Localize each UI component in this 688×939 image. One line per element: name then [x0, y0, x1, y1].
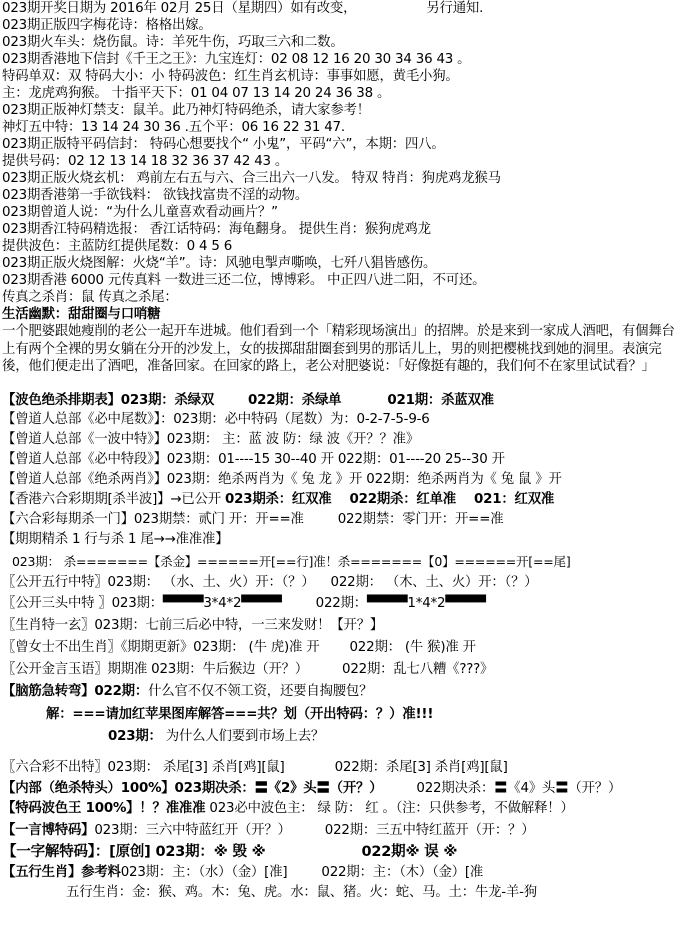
five-zodiac-label: 【五行生肖】参考料: [2, 865, 121, 880]
text-line: 传真之杀肖：鼠 传真之杀尾：: [2, 290, 178, 305]
zodiac-023: 〖曾女士不出生肖〗《期期更新》023期： (牛 虎)准 开: [2, 640, 320, 655]
riddle-line: [2, 683, 372, 701]
wave-king-label: 【特码波色王 100%】！？准准准: [2, 801, 206, 816]
text-line: 神灯五中特：13 14 24 30 36 .五个平：06 16 22 31 47.: [2, 120, 345, 135]
kill-row-line: [2, 553, 571, 571]
five-elements-022: 022期： （木、土、火）开：（？）: [330, 575, 538, 590]
golden-words-023: 〖公开金言玉语〗期期准 023期：牛后猴边（开？）: [2, 662, 309, 677]
text-line: 023期正版特平码信封： 特码心想要找个“ 小鬼”，平码“六”，本期：四八。: [2, 137, 445, 152]
riddle-label: 【脑筋急转弯】022期：: [2, 684, 149, 699]
five-zodiac-list-text: 五行生肖：金：猴、鸡。木：兔、虎。水：鼠、猪。火：蛇、马。土：牛龙-羊-狗: [66, 885, 537, 900]
golden-words-022: 022期：乱七八糟《???》: [342, 662, 494, 677]
no-special-023: 〖六合彩不出特〗023期： 杀尾[3] 杀肖[鸡][鼠]: [2, 760, 285, 775]
five-zodiac-022: 022期：主：（木）（金）[准: [321, 865, 484, 880]
riddle-023-question: 为什么人们要到市场上去？: [165, 729, 325, 744]
half-wave-023: 023期杀：红双准: [225, 492, 332, 507]
text-line: 【曾道人总部《必中特段》】023期：01----15 30--40 开 022期：01----20 25--30 开: [2, 452, 505, 467]
riddle-023-line: [2, 728, 324, 746]
kill-023: 【波色绝杀排期表】023期：杀绿双: [2, 393, 215, 408]
humor-title: 生活幽默：甜甜圈与口哨糖: [2, 307, 161, 322]
five-zodiac-list: [2, 884, 537, 902]
zodiac-022: 022期： (牛 猴)准 开: [349, 640, 476, 655]
zodiac-line: [2, 639, 476, 657]
half-wave-label: 【香港六合彩期期[杀半波]】→已公开: [2, 492, 221, 507]
kill-022: 022期：杀绿单: [248, 393, 342, 408]
text-line: 提供号码：02 12 13 14 18 32 36 37 42 43 。: [2, 154, 289, 169]
draw-date-text: 023期开奖日期为 2016年 02月 25日（星期四）如有改变，: [2, 1, 357, 16]
text-line: 023期曾道人说：“为什么儿童喜欢看动画片？”: [2, 205, 278, 220]
one-word-023: 023期：三六中特蓝红开（开？）: [94, 823, 291, 838]
text-line: 023期火车头：烧伤鼠。诗：羊死牛伤，巧取三六和二数。: [2, 35, 344, 50]
text-line: 023期正版火烧图解：火烧“羊”。诗：风驰电掣声嘶唤，七歼八猖皆感伤。: [2, 256, 437, 271]
one-char-022: 022期※ 误 ※: [361, 844, 458, 860]
five-zodiac-023: 023期：主：（水）（金）[准]: [120, 865, 288, 880]
text-line: 【曾道人总部《绝杀两肖》】023期：绝杀两肖为《 兔 龙 》开 022期：绝杀两肖为《 兔 鼠 》开: [2, 472, 562, 487]
text-line: 023期香港地下信封《千王之王》：九宝连灯：02 08 12 16 20 30 34 36 43 。: [2, 52, 471, 67]
text-line: 【曾道人总部《必中尾数》】：023期：必中特码（尾数）为：0-2-7-5-9-6: [2, 412, 430, 427]
text-line: 023期香江特码精选报： 香江话特码：海龟翻身。 提供生肖：猴狗虎鸡龙: [2, 222, 431, 237]
text-line: 【期期精杀 1 行与杀 1 尾→→准准准】: [2, 532, 229, 547]
text-line: 023期正版四字梅花诗：格格出嫁。: [2, 18, 212, 33]
kill-021: 021期：杀蓝双准: [387, 393, 494, 408]
text-line: 023期香港第一手欲钱料： 欲钱找富贵不淫的动物。: [2, 188, 309, 203]
riddle-023-label: 023期：: [108, 729, 162, 744]
wave-king-line: [2, 800, 574, 818]
kill-row-label: 023期：: [12, 554, 60, 569]
text-line: 〖生肖特一玄〗023期：七前三后必中特，一三来发财！【开？】: [2, 618, 384, 633]
no-special-line: [2, 759, 508, 777]
half-wave-021: 021：红双准: [474, 492, 555, 507]
one-char-023: 【一字解特码】：[原创] 023期：※ 毁 ※: [2, 844, 266, 860]
inner-kill-line: [2, 780, 621, 798]
one-word-label: 【一言博特码】: [2, 823, 95, 838]
golden-words-line: [2, 661, 493, 679]
wave-kill-line: [2, 392, 494, 410]
one-char-line: [2, 843, 457, 861]
one-door-line: [2, 511, 503, 529]
one-word-022: 022期：三五中特红蓝开（开：？）: [324, 823, 535, 838]
humor-paragraph: 一个肥婆跟她瘦削的老公一起开车进城。他们看到一个「精彩现场演出」的招牌。於是来到一家成人酒吧，有個舞台上有两个全裸的男女躺在分开的沙发上，女的拔掷甜甜圈套到男的那话儿上，男的则把樱桃找到她的洞里。表演完後，他们便走出了酒吧，准备回家。在回家的路上，老公对肥婆说：「好像挺有趣的，我们何不在家里试试看？」: [2, 324, 675, 374]
three-heads-022: 022期：▀▀▀▀1*4*2▀▀▀▀: [315, 596, 486, 611]
text-line: 【曾道人总部《一波中特》】023期： 主：蓝 波 防：绿 波《开？？准》: [2, 432, 420, 447]
riddle-answer: [2, 706, 433, 724]
one-door-023: 【六合彩每期杀一门】023期禁：贰门 开：开==准: [2, 512, 304, 527]
text-line: 主：龙虎鸡狗猴。 十指平天下：01 04 07 13 14 20 24 36 38 。: [2, 86, 391, 101]
one-word-line: [2, 822, 534, 840]
three-heads-line: [2, 595, 486, 613]
inner-kill-023: 【内部（绝杀特头）100%】023期决杀：〓《2》头〓（开？）: [2, 781, 383, 796]
draw-date-line: [2, 0, 483, 18]
text-line: 023期正版神灯禁支：鼠羊。此乃神灯特码绝杀，请大家参考！: [2, 103, 370, 118]
text-line: 特码单双：双 特码大小：小 特码波色：红生肖玄机诗：事事如愿，黄毛小狗。: [2, 69, 459, 84]
kill-row-text: 杀=======【杀金】======开[==行]准！杀=======【0】======开[==尾]: [63, 554, 571, 569]
five-elements-line: [2, 574, 538, 592]
half-wave-022: 022期杀：红单准: [349, 492, 456, 507]
riddle-question: 什么官不仅不领工资，还要自掏腰包？: [148, 684, 373, 699]
half-wave-line: [2, 491, 554, 509]
five-elements-023: 〖公开五行中特〗023期： （水、土、火）开：（？）: [2, 575, 315, 590]
wave-king-text: 023必中波色主： 绿 防： 红 。（注：只供参考，不做解释！）: [209, 801, 574, 816]
one-door-022: 022期禁：零门开：开==准: [337, 512, 504, 527]
inner-kill-022: 022期决杀：〓《4》头〓（开？）: [416, 781, 622, 796]
notice-text: 另行通知.: [426, 1, 484, 16]
text-line: 提供波色：主蓝防红提供尾数：0 4 5 6: [2, 239, 233, 254]
riddle-answer-text: 解：===请加红苹果图库解答===共？划（开出特码：？）准!!!: [46, 707, 434, 722]
three-heads-023: 〖公开三头中特 〗023期：▀▀▀▀3*4*2▀▀▀▀: [2, 596, 282, 611]
text-line: 023期正版火烧玄机： 鸡前左右五与六、合三出六一八发。 特双 特肖：狗虎鸡龙猴马: [2, 171, 501, 186]
no-special-022: 022期：杀尾[3] 杀肖[鸡][鼠]: [334, 760, 508, 775]
five-zodiac-line: [2, 864, 483, 882]
text-line: 023期香港 6000 元传真料 一数进三还二位，博博彩。 中正四八进二阳，不可还。: [2, 273, 486, 288]
